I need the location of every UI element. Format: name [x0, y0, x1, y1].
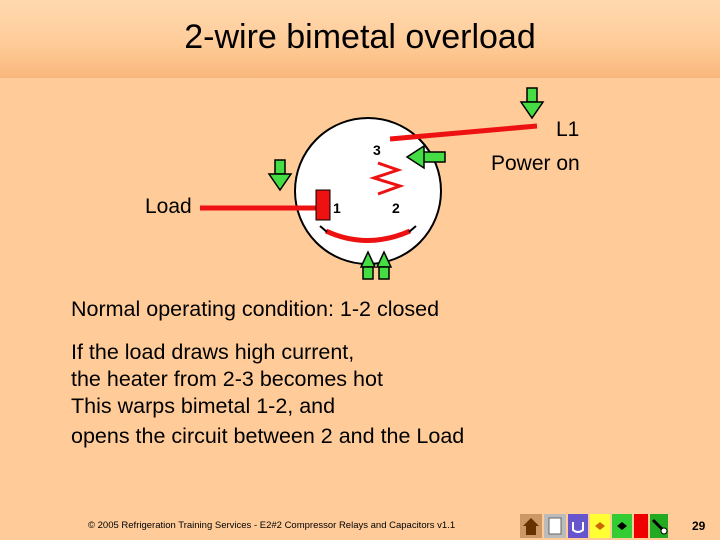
explanation-line-1: If the load draws high current, — [71, 340, 355, 364]
exit-icon[interactable] — [650, 514, 668, 538]
previous-icon[interactable] — [590, 514, 610, 538]
terminal-2-label: 2 — [392, 200, 400, 216]
terminal-1-post — [316, 190, 330, 220]
slide-nav-bar — [520, 514, 670, 538]
explanation-line-3: This warps bimetal 1-2, and — [71, 394, 336, 418]
footer-copyright: © 2005 Refrigeration Training Services - E2#2 Compressor Relays and Capacitors v1.1 — [88, 520, 456, 531]
end-icon[interactable] — [634, 514, 648, 538]
load-label: Load — [145, 195, 192, 218]
page-icon[interactable] — [544, 514, 566, 538]
l1-label: L1 — [556, 118, 580, 141]
page-number: 29 — [692, 519, 706, 533]
return-icon[interactable] — [568, 514, 588, 538]
explanation-line-2: the heater from 2-3 becomes hot — [71, 367, 383, 391]
current-arrow-down-l1-icon — [521, 88, 543, 118]
page-title: 2-wire bimetal overload — [184, 18, 536, 56]
terminal-1-label: 1 — [333, 200, 341, 216]
current-arrow-down-left-icon — [269, 160, 291, 190]
explanation-line-4: opens the circuit between 2 and the Load — [71, 424, 465, 448]
home-icon[interactable] — [520, 514, 542, 538]
condition-text: Normal operating condition: 1-2 closed — [71, 297, 440, 321]
next-icon[interactable] — [612, 514, 632, 538]
power-on-label: Power on — [491, 152, 580, 175]
terminal-3-label: 3 — [373, 142, 381, 158]
